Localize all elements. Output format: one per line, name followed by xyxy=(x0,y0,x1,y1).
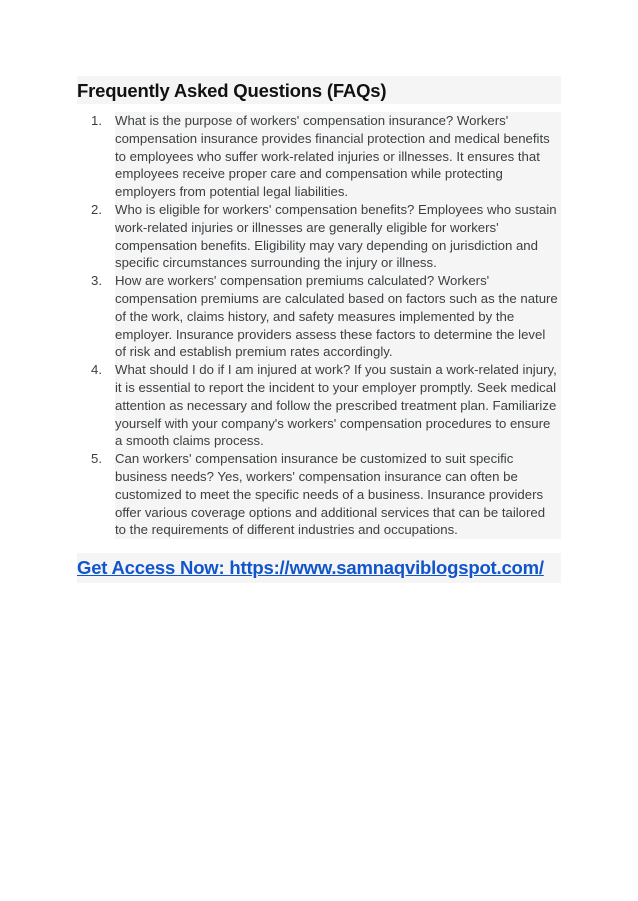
faq-text: What is the purpose of workers' compensation insurance? Workers' compensation insurance provides financial protection and medical benefits to employees who suffer work-related injuries or illnesses. It ensures that employees receive proper care and compensation while protecting employers from potential legal liabilities. xyxy=(115,112,561,201)
faq-number: 5. xyxy=(91,451,102,467)
faq-item xyxy=(77,201,561,272)
faq-list xyxy=(77,112,561,539)
page-title: Frequently Asked Questions (FAQs) xyxy=(77,79,387,101)
access-link[interactable]: Get Access Now: https://www.samnaqviblogspot.com/ xyxy=(77,557,544,579)
faq-list-wrapper xyxy=(77,112,561,539)
faq-item xyxy=(77,272,561,361)
faq-number: 3. xyxy=(91,273,102,289)
faq-item xyxy=(77,361,561,450)
faq-number: 2. xyxy=(91,201,102,217)
heading-band xyxy=(77,76,561,104)
faq-text: What should I do if I am injured at work? If you sustain a work-related injury, it is essential to report the incident to your employer promptly. Seek medical attention as necessary and follow the prescribed treatment plan. Familiarize yourself with your company's workers' compensation procedures to ensure a smooth claims process. xyxy=(115,361,561,450)
faq-number: 1. xyxy=(91,113,102,128)
faq-item xyxy=(77,450,561,539)
faq-text: Can workers' compensation insurance be customized to suit specific business needs? Yes, workers' compensation insurance can often be customized to meet the specific needs of a business. Insurance providers offer various coverage options and additional services that can be tailored to the requirements of different industries and occupations. xyxy=(115,450,561,539)
faq-number: 4. xyxy=(91,362,102,378)
document-page xyxy=(77,76,561,583)
faq-text: How are workers' compensation premiums calculated? Workers' compensation premiums are calculated based on factors such as the nature of the work, claims history, and safety measures implemented by the employer. Insurance providers assess these factors to determine the level of risk and establish premium rates accordingly. xyxy=(115,272,561,361)
faq-text: Who is eligible for workers' compensation benefits? Employees who sustain work-related injuries or illnesses are generally eligible for workers' compensation benefits. Eligibility may vary depending on jurisdiction and specific circumstances surrounding the injury or illness. xyxy=(115,201,561,272)
faq-item xyxy=(77,112,561,201)
access-link-band xyxy=(77,553,561,583)
